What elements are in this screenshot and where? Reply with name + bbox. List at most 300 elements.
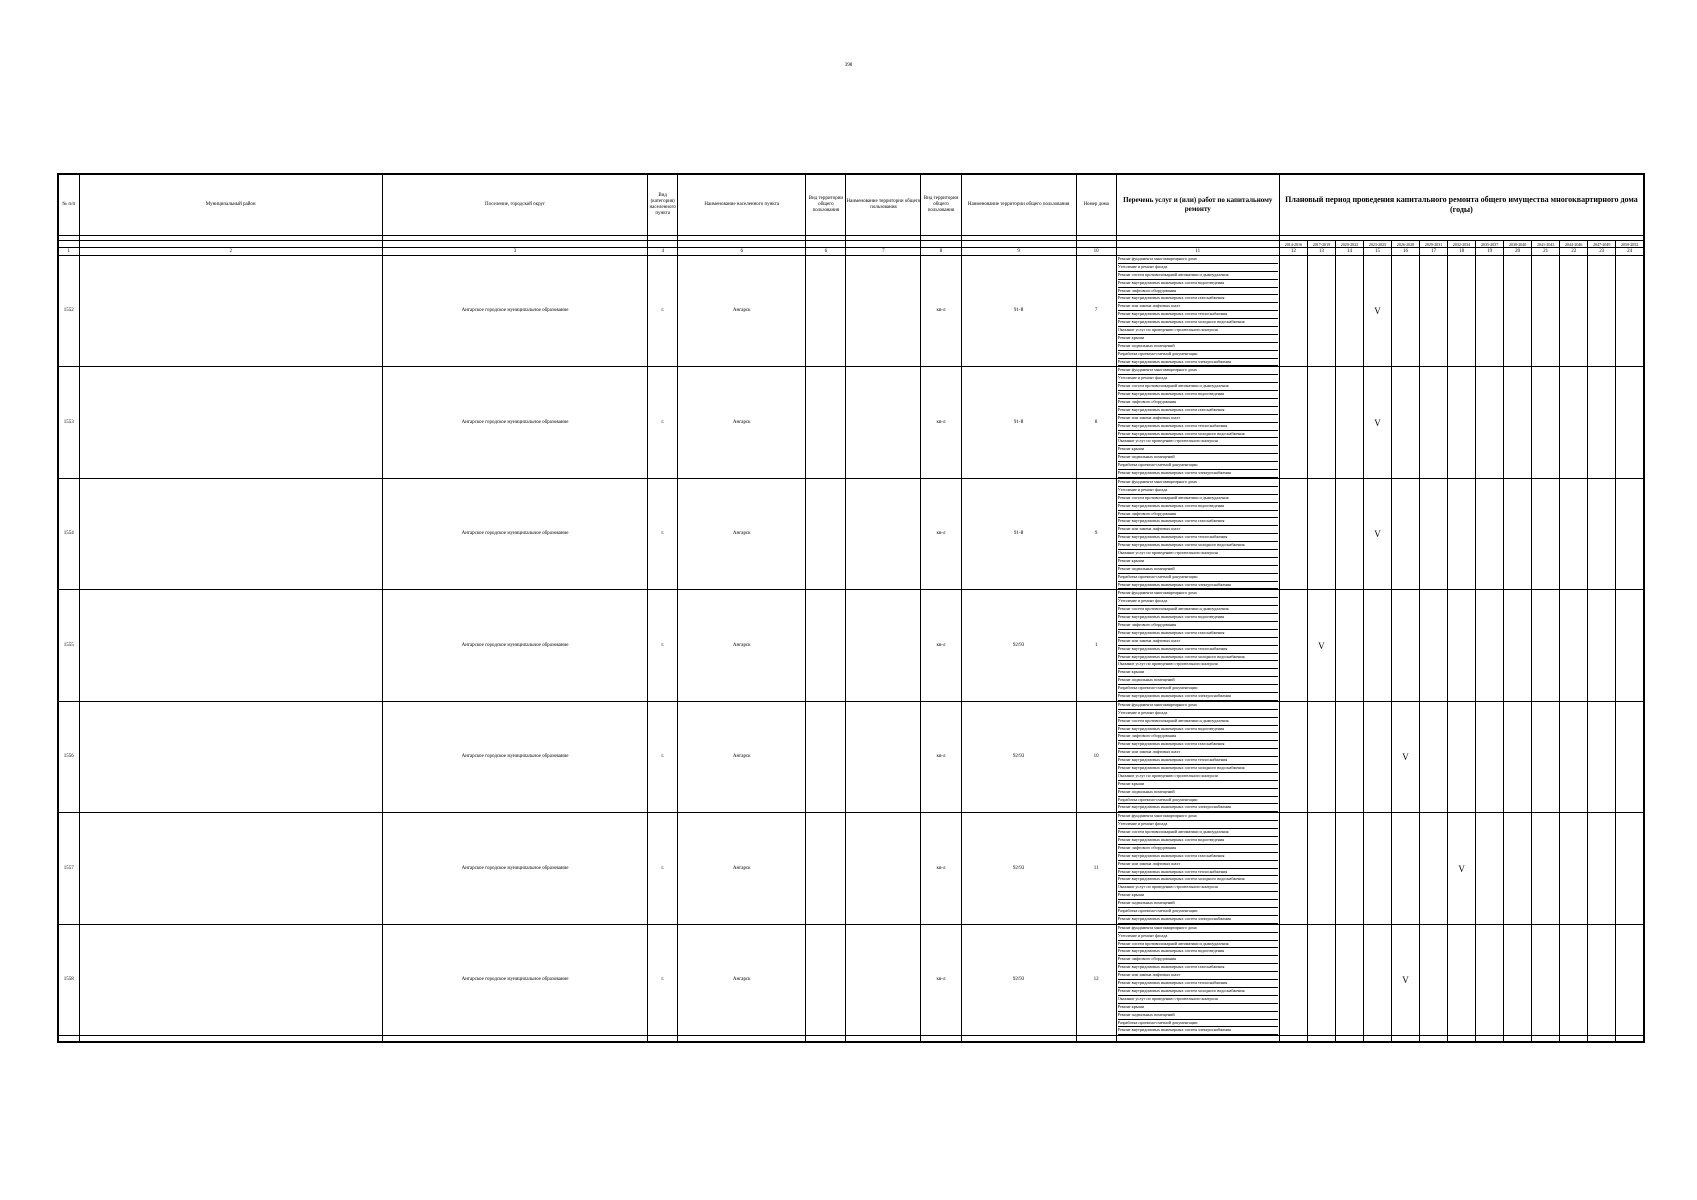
period-empty-cell: [1560, 367, 1588, 478]
work-item: Ремонт крыши: [1118, 669, 1278, 677]
territory-name-2-cell: 92/93: [961, 813, 1076, 924]
period-empty-cell: [1279, 478, 1307, 589]
period-empty-cell: [1504, 924, 1532, 1035]
work-item: Ремонт внутридомовых инженерных систем электроснабжения: [1118, 693, 1278, 701]
work-item: Ремонт внутридомовых инженерных систем холодного водоснабжения: [1118, 988, 1278, 996]
work-item: Утепление и ремонт фасада: [1118, 710, 1278, 718]
period-empty-cell: [1504, 478, 1532, 589]
work-item: Ремонт крыши: [1118, 558, 1278, 566]
territory-name-2-cell: 92/93: [961, 924, 1076, 1035]
work-item: Ремонт внутридомовых инженерных систем холодного водоснабжения: [1118, 542, 1278, 550]
column-number: 6: [806, 248, 846, 256]
period-empty-cell: [1335, 590, 1363, 701]
column-number: 16: [1392, 248, 1420, 256]
district-cell: [79, 478, 382, 589]
period-cell: 2050-2052: [1616, 241, 1644, 248]
settlement-cell: Ангарское городское муниципальное образование: [382, 256, 647, 367]
header-locality-type: Вид (категория) населенного пункта: [648, 174, 678, 236]
period-empty-cell: [1588, 256, 1616, 367]
territory-type-2-cell: кв-л: [921, 924, 961, 1035]
table-row: [58, 367, 1644, 478]
work-item: Ремонт крыши: [1118, 892, 1278, 900]
period-empty-cell: [1448, 367, 1476, 478]
period-empty-cell: [1307, 256, 1335, 367]
house-number-cell: 11: [1076, 813, 1116, 924]
work-item: Ремонт или замена лифтовых шахт: [1118, 972, 1278, 980]
locality-type-cell: г.: [648, 590, 678, 701]
period-empty-cell: [1363, 590, 1391, 701]
work-item: Ремонт внутридомовых инженерных систем газоснабжения: [1118, 964, 1278, 972]
work-item: Ремонт внутридомовых инженерных систем электроснабжения: [1118, 804, 1278, 812]
period-empty-cell: [1532, 590, 1560, 701]
header-period: Плановый период проведения капитального ремонта общего имущества многоквартирного дома (годы): [1279, 174, 1644, 236]
work-item: Ремонт внутридомовых инженерных систем теплоснабжения: [1118, 757, 1278, 765]
column-number: 22: [1560, 248, 1588, 256]
period-empty-cell: [1420, 813, 1448, 924]
planned-period-mark: V: [1448, 813, 1476, 924]
work-item: Разработка проектно-сметной документации: [1118, 908, 1278, 916]
work-item: Разработка проектно-сметной документации: [1118, 797, 1278, 805]
column-number: 12: [1279, 248, 1307, 256]
district-cell: [79, 701, 382, 812]
territory-type-cell: [806, 590, 846, 701]
period-empty-cell: [1560, 590, 1588, 701]
period-empty-cell: [1392, 256, 1420, 367]
territory-type-cell: [806, 924, 846, 1035]
period-empty-cell: [1560, 924, 1588, 1035]
work-item: Ремонт внутридомовых инженерных систем водоотведения: [1118, 503, 1278, 511]
work-item: Ремонт лифтового оборудования: [1118, 288, 1278, 296]
period-empty-cell: [1392, 478, 1420, 589]
column-number: 14: [1335, 248, 1363, 256]
period-cell: 2029-2031: [1420, 241, 1448, 248]
period-empty-cell: [1307, 701, 1335, 812]
work-item: Ремонт подвальных помещений: [1118, 343, 1278, 351]
territory-type-2-cell: кв-л: [921, 478, 961, 589]
column-number: 3: [382, 248, 647, 256]
work-item: Ремонт или замена лифтовых шахт: [1118, 749, 1278, 757]
period-empty-cell: [1616, 924, 1644, 1035]
house-number-cell: 9: [1076, 478, 1116, 589]
period-empty-cell: [1392, 367, 1420, 478]
planned-period-mark: V: [1363, 256, 1391, 367]
locality-type-cell: г.: [648, 701, 678, 812]
column-number: 18: [1448, 248, 1476, 256]
locality-type-cell: г.: [648, 478, 678, 589]
period-cell: 2044-2046: [1560, 241, 1588, 248]
work-item: Утепление и ремонт фасада: [1118, 821, 1278, 829]
territory-type-2-cell: кв-л: [921, 701, 961, 812]
row-number: 1558: [58, 924, 79, 1035]
work-item: Разработка проектно-сметной документации: [1118, 1020, 1278, 1028]
territory-type-cell: [806, 256, 846, 367]
locality-type-cell: г.: [648, 367, 678, 478]
work-item: Разработка проектно-сметной документации: [1118, 462, 1278, 470]
planned-period-mark: V: [1392, 924, 1420, 1035]
work-item: Ремонт лифтового оборудования: [1118, 845, 1278, 853]
district-cell: [79, 590, 382, 701]
territory-name-cell: [846, 478, 921, 589]
period-empty-cell: [1279, 701, 1307, 812]
locality-type-cell: г.: [648, 924, 678, 1035]
header-row: [58, 174, 1644, 236]
locality-name-cell: Ангарск: [678, 478, 806, 589]
period-cell: 2035-2037: [1476, 241, 1504, 248]
territory-name-cell: [846, 813, 921, 924]
column-number: 4: [648, 248, 678, 256]
work-item: Оказание услуг по проведению строительного контроля: [1118, 773, 1278, 781]
column-number: 10: [1076, 248, 1116, 256]
table-row: [58, 701, 1644, 812]
period-cell: 2038-2040: [1504, 241, 1532, 248]
district-cell: [79, 367, 382, 478]
work-item: Ремонт фундамента многоквартирного дома: [1118, 813, 1278, 821]
work-item: Ремонт фундамента многоквартирного дома: [1118, 925, 1278, 933]
period-empty-cell: [1476, 924, 1504, 1035]
territory-name-cell: [846, 924, 921, 1035]
period-empty-cell: [1532, 478, 1560, 589]
period-empty-cell: [1335, 701, 1363, 812]
table-row: [58, 813, 1644, 924]
locality-type-cell: г.: [648, 256, 678, 367]
period-empty-cell: [1532, 256, 1560, 367]
period-empty-cell: [1363, 701, 1391, 812]
header-house-number: Номер дома: [1076, 174, 1116, 236]
work-item: Ремонт фундамента многоквартирного дома: [1118, 479, 1278, 487]
row-number: 1555: [58, 590, 79, 701]
period-empty-cell: [1588, 813, 1616, 924]
column-number: 9: [961, 248, 1076, 256]
work-item: Ремонт подвальных помещений: [1118, 900, 1278, 908]
period-empty-cell: [1476, 590, 1504, 701]
work-item: Ремонт внутридомовых инженерных систем электроснабжения: [1118, 359, 1278, 367]
period-empty-cell: [1532, 367, 1560, 478]
header-territory-name-2: Наименование территории общего пользования: [961, 174, 1076, 236]
planned-period-mark: V: [1363, 478, 1391, 589]
period-empty-cell: [1560, 701, 1588, 812]
period-empty-cell: [1420, 924, 1448, 1035]
table-row: [58, 256, 1644, 367]
house-number-cell: 8: [1076, 367, 1116, 478]
period-empty-cell: [1448, 701, 1476, 812]
district-cell: [79, 813, 382, 924]
work-item: Ремонт подвальных помещений: [1118, 1012, 1278, 1020]
work-item: Ремонт крыши: [1118, 781, 1278, 789]
work-item: Ремонт систем противопожарной автоматики и дымоудаления: [1118, 272, 1278, 280]
work-item: Утепление и ремонт фасада: [1118, 487, 1278, 495]
period-empty-cell: [1616, 256, 1644, 367]
period-empty-cell: [1476, 813, 1504, 924]
work-item: Ремонт внутридомовых инженерных систем холодного водоснабжения: [1118, 654, 1278, 662]
work-item: Ремонт внутридомовых инженерных систем холодного водоснабжения: [1118, 876, 1278, 884]
period-empty-cell: [1616, 701, 1644, 812]
period-empty-cell: [1448, 478, 1476, 589]
work-item: Ремонт внутридомовых инженерных систем электроснабжения: [1118, 916, 1278, 924]
settlement-cell: Ангарское городское муниципальное образование: [382, 590, 647, 701]
work-item: Ремонт внутридомовых инженерных систем теплоснабжения: [1118, 646, 1278, 654]
work-item: Ремонт или замена лифтовых шахт: [1118, 415, 1278, 423]
header-district: Муниципальный район: [79, 174, 382, 236]
house-number-cell: 12: [1076, 924, 1116, 1035]
table-row: [58, 478, 1644, 589]
locality-name-cell: Ангарск: [678, 813, 806, 924]
work-item: Ремонт подвальных помещений: [1118, 566, 1278, 574]
column-number: 17: [1420, 248, 1448, 256]
planned-period-mark: V: [1307, 590, 1335, 701]
territory-name-2-cell: 92/93: [961, 590, 1076, 701]
period-empty-cell: [1335, 924, 1363, 1035]
work-item: Ремонт подвальных помещений: [1118, 454, 1278, 462]
locality-name-cell: Ангарск: [678, 924, 806, 1035]
period-empty-cell: [1588, 478, 1616, 589]
house-number-cell: 10: [1076, 701, 1116, 812]
work-item: Ремонт подвальных помещений: [1118, 677, 1278, 685]
works-list-cell: [1116, 367, 1279, 478]
period-empty-cell: [1532, 701, 1560, 812]
period-cell: 2017-2019: [1307, 241, 1335, 248]
territory-type-2-cell: кв-л: [921, 367, 961, 478]
period-row: [58, 241, 1644, 248]
period-empty-cell: [1335, 256, 1363, 367]
period-empty-cell: [1392, 590, 1420, 701]
period-empty-cell: [1279, 590, 1307, 701]
period-cell: 2032-2034: [1448, 241, 1476, 248]
work-item: Ремонт лифтового оборудования: [1118, 399, 1278, 407]
period-empty-cell: [1616, 813, 1644, 924]
period-empty-cell: [1616, 590, 1644, 701]
period-empty-cell: [1504, 701, 1532, 812]
period-empty-cell: [1448, 924, 1476, 1035]
period-empty-cell: [1616, 478, 1644, 589]
house-number-cell: 7: [1076, 256, 1116, 367]
period-empty-cell: [1335, 813, 1363, 924]
header-num: № п/п: [58, 174, 79, 236]
period-empty-cell: [1279, 813, 1307, 924]
work-item: Ремонт внутридомовых инженерных систем теплоснабжения: [1118, 980, 1278, 988]
locality-name-cell: Ангарск: [678, 590, 806, 701]
column-number: 6: [678, 248, 806, 256]
work-item: Ремонт или замена лифтовых шахт: [1118, 861, 1278, 869]
work-item: Ремонт внутридомовых инженерных систем газоснабжения: [1118, 295, 1278, 303]
work-item: Ремонт систем противопожарной автоматики и дымоудаления: [1118, 383, 1278, 391]
work-item: Оказание услуг по проведению строительного контроля: [1118, 996, 1278, 1004]
period-cell: 2026-2028: [1392, 241, 1420, 248]
works-list-cell: [1116, 590, 1279, 701]
works-list-cell: [1116, 478, 1279, 589]
works-list-cell: [1116, 813, 1279, 924]
work-item: Утепление и ремонт фасада: [1118, 933, 1278, 941]
period-empty-cell: [1420, 590, 1448, 701]
settlement-cell: Ангарское городское муниципальное образование: [382, 701, 647, 812]
territory-name-2-cell: 92/93: [961, 701, 1076, 812]
period-empty-cell: [1560, 256, 1588, 367]
work-item: Ремонт внутридомовых инженерных систем газоснабжения: [1118, 630, 1278, 638]
territory-name-2-cell: 91-й: [961, 367, 1076, 478]
work-item: Ремонт фундамента многоквартирного дома: [1118, 702, 1278, 710]
work-item: Ремонт лифтового оборудования: [1118, 622, 1278, 630]
territory-type-cell: [806, 367, 846, 478]
locality-name-cell: Ангарск: [678, 701, 806, 812]
work-item: Ремонт систем противопожарной автоматики и дымоудаления: [1118, 495, 1278, 503]
work-item: Оказание услуг по проведению строительного контроля: [1118, 327, 1278, 335]
period-empty-cell: [1363, 924, 1391, 1035]
territory-type-cell: [806, 701, 846, 812]
district-cell: [79, 924, 382, 1035]
period-empty-cell: [1279, 256, 1307, 367]
column-number: 7: [846, 248, 921, 256]
column-number: 19: [1476, 248, 1504, 256]
period-empty-cell: [1335, 478, 1363, 589]
period-empty-cell: [1335, 367, 1363, 478]
trailing-row: [58, 1036, 1644, 1043]
work-item: Ремонт крыши: [1118, 335, 1278, 343]
territory-name-2-cell: 91-й: [961, 256, 1076, 367]
settlement-cell: Ангарское городское муниципальное образование: [382, 813, 647, 924]
table-body: [58, 256, 1644, 1036]
period-empty-cell: [1476, 478, 1504, 589]
territory-type-2-cell: кв-л: [921, 590, 961, 701]
period-empty-cell: [1532, 924, 1560, 1035]
period-empty-cell: [1588, 367, 1616, 478]
column-number: 21: [1532, 248, 1560, 256]
territory-name-cell: [846, 256, 921, 367]
period-cell: 2023-2025: [1363, 241, 1391, 248]
period-empty-cell: [1279, 367, 1307, 478]
work-item: Ремонт подвальных помещений: [1118, 789, 1278, 797]
work-item: Ремонт систем противопожарной автоматики и дымоудаления: [1118, 718, 1278, 726]
territory-name-cell: [846, 701, 921, 812]
territory-type-cell: [806, 478, 846, 589]
work-item: Ремонт систем противопожарной автоматики и дымоудаления: [1118, 829, 1278, 837]
period-empty-cell: [1307, 367, 1335, 478]
work-item: Ремонт систем противопожарной автоматики и дымоудаления: [1118, 606, 1278, 614]
period-empty-cell: [1307, 478, 1335, 589]
column-number: 8: [921, 248, 961, 256]
row-number: 1557: [58, 813, 79, 924]
work-item: Ремонт систем противопожарной автоматики и дымоудаления: [1118, 941, 1278, 949]
territory-type-2-cell: кв-л: [921, 256, 961, 367]
row-number: 1553: [58, 367, 79, 478]
period-empty-cell: [1504, 813, 1532, 924]
house-number-cell: 1: [1076, 590, 1116, 701]
locality-type-cell: г.: [648, 813, 678, 924]
column-number-row: [58, 248, 1644, 256]
work-item: Оказание услуг по проведению строительного контроля: [1118, 550, 1278, 558]
period-empty-cell: [1448, 256, 1476, 367]
period-cell: 2020-2022: [1335, 241, 1363, 248]
work-item: Разработка проектно-сметной документации: [1118, 574, 1278, 582]
work-item: Ремонт внутридомовых инженерных систем электроснабжения: [1118, 1027, 1278, 1035]
work-item: Ремонт внутридомовых инженерных систем водоотведения: [1118, 837, 1278, 845]
work-item: Оказание услуг по проведению строительного контроля: [1118, 884, 1278, 892]
works-list-cell: [1116, 256, 1279, 367]
work-item: Ремонт лифтового оборудования: [1118, 956, 1278, 964]
settlement-cell: Ангарское городское муниципальное образование: [382, 367, 647, 478]
period-cell: 2047-2049: [1588, 241, 1616, 248]
row-number: 1552: [58, 256, 79, 367]
work-item: Ремонт внутридомовых инженерных систем газоснабжения: [1118, 741, 1278, 749]
row-number: 1554: [58, 478, 79, 589]
work-item: Ремонт внутридомовых инженерных систем водоотведения: [1118, 614, 1278, 622]
column-number: 15: [1363, 248, 1391, 256]
period-empty-cell: [1363, 813, 1391, 924]
row-number: 1556: [58, 701, 79, 812]
header-territory-type-2: Вид территории общего пользования: [921, 174, 961, 236]
period-empty-cell: [1560, 478, 1588, 589]
header-territory-name: Наименование территории общего пользования: [846, 174, 921, 236]
column-number: 1: [58, 248, 79, 256]
work-item: Ремонт или замена лифтовых шахт: [1118, 526, 1278, 534]
period-empty-cell: [1392, 813, 1420, 924]
work-item: Ремонт фундамента многоквартирного дома: [1118, 367, 1278, 375]
work-item: Ремонт внутридомовых инженерных систем теплоснабжения: [1118, 423, 1278, 431]
planned-period-mark: V: [1392, 701, 1420, 812]
work-item: Оказание услуг по проведению строительного контроля: [1118, 661, 1278, 669]
period-empty-cell: [1476, 256, 1504, 367]
work-item: Ремонт внутридомовых инженерных систем теплоснабжения: [1118, 534, 1278, 542]
locality-name-cell: Ангарск: [678, 256, 806, 367]
settlement-cell: Ангарское городское муниципальное образование: [382, 478, 647, 589]
work-item: Ремонт внутридомовых инженерных систем электроснабжения: [1118, 470, 1278, 478]
work-item: Ремонт внутридомовых инженерных систем газоснабжения: [1118, 407, 1278, 415]
territory-type-2-cell: кв-л: [921, 813, 961, 924]
district-cell: [79, 256, 382, 367]
period-empty-cell: [1476, 367, 1504, 478]
work-item: Ремонт фундамента многоквартирного дома: [1118, 256, 1278, 264]
header-locality-name: Наименование населенного пункта: [678, 174, 806, 236]
work-item: Ремонт внутридомовых инженерных систем теплоснабжения: [1118, 311, 1278, 319]
period-cell: 2041-2043: [1532, 241, 1560, 248]
period-empty-cell: [1420, 478, 1448, 589]
period-empty-cell: [1588, 924, 1616, 1035]
work-item: Ремонт внутридомовых инженерных систем водоотведения: [1118, 391, 1278, 399]
column-number: 24: [1616, 248, 1644, 256]
work-item: Ремонт внутридомовых инженерных систем водоотведения: [1118, 948, 1278, 956]
work-item: Разработка проектно-сметной документации: [1118, 685, 1278, 693]
period-empty-cell: [1588, 590, 1616, 701]
work-item: Утепление и ремонт фасада: [1118, 264, 1278, 272]
work-item: Ремонт внутридомовых инженерных систем холодного водоснабжения: [1118, 431, 1278, 439]
table-row: [58, 590, 1644, 701]
column-number: 2: [79, 248, 382, 256]
work-item: Ремонт внутридомовых инженерных систем холодного водоснабжения: [1118, 765, 1278, 773]
work-item: Ремонт лифтового оборудования: [1118, 511, 1278, 519]
work-item: Разработка проектно-сметной документации: [1118, 351, 1278, 359]
work-item: Ремонт или замена лифтовых шахт: [1118, 303, 1278, 311]
work-item: Ремонт лифтового оборудования: [1118, 733, 1278, 741]
period-empty-cell: [1420, 367, 1448, 478]
works-list-cell: [1116, 701, 1279, 812]
work-item: Ремонт внутридомовых инженерных систем теплоснабжения: [1118, 869, 1278, 877]
column-number: 13: [1307, 248, 1335, 256]
work-item: Ремонт внутридомовых инженерных систем электроснабжения: [1118, 582, 1278, 590]
territory-name-cell: [846, 590, 921, 701]
territory-type-cell: [806, 813, 846, 924]
work-item: Ремонт крыши: [1118, 446, 1278, 454]
header-settlement: Поселение, городской округ: [382, 174, 647, 236]
territory-name-cell: [846, 367, 921, 478]
period-empty-cell: [1420, 256, 1448, 367]
period-empty-cell: [1420, 701, 1448, 812]
period-empty-cell: [1307, 924, 1335, 1035]
period-empty-cell: [1279, 924, 1307, 1035]
territory-name-2-cell: 91-й: [961, 478, 1076, 589]
work-item: Ремонт крыши: [1118, 1004, 1278, 1012]
period-empty-cell: [1476, 701, 1504, 812]
work-item: Ремонт фундамента многоквартирного дома: [1118, 590, 1278, 598]
planned-period-mark: V: [1363, 367, 1391, 478]
period-empty-cell: [1588, 701, 1616, 812]
